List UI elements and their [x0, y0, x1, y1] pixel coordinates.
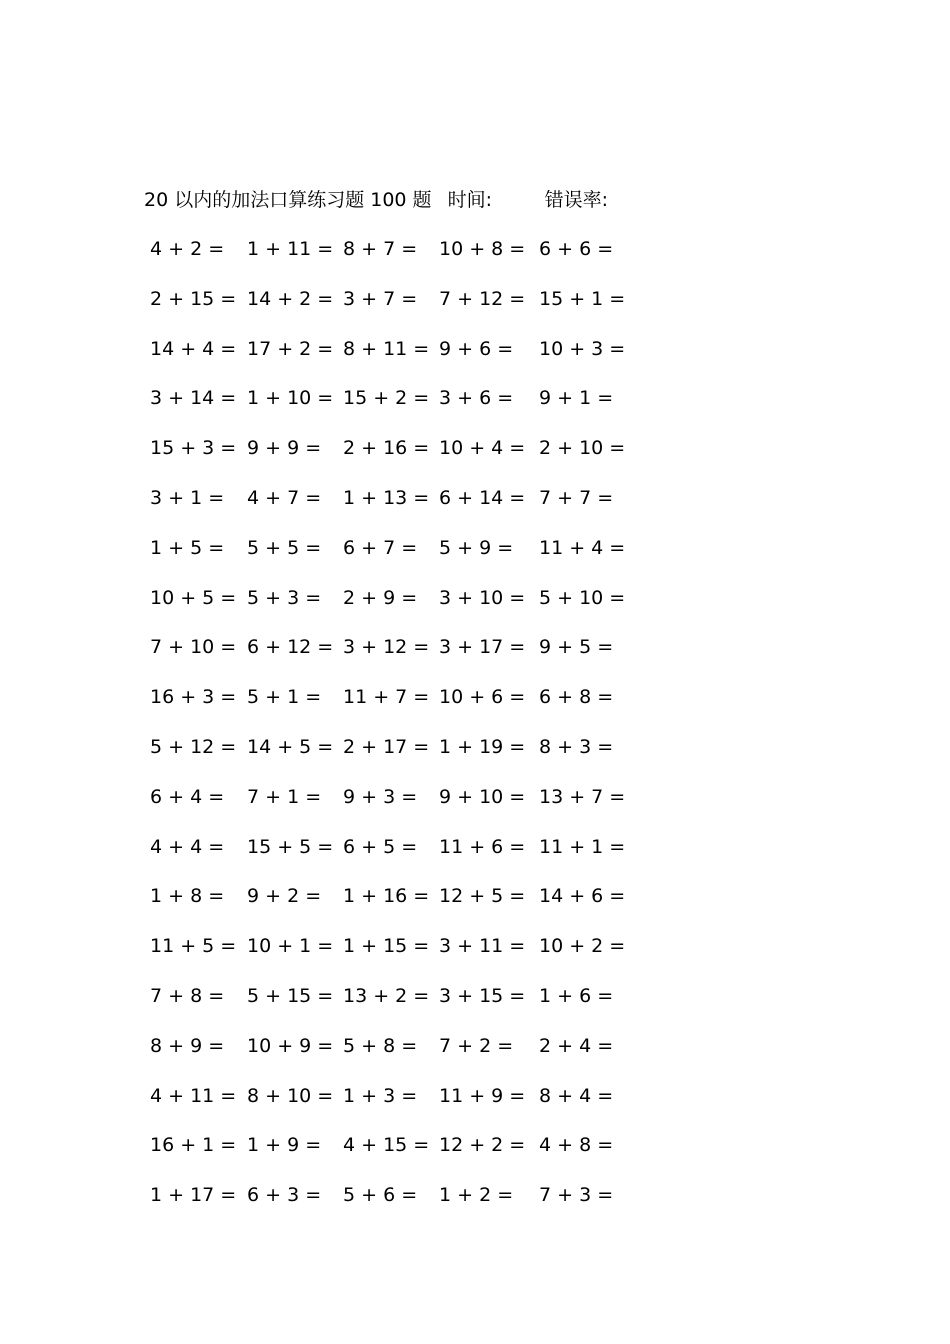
addition-problem: 5 + 10 = [539, 586, 626, 609]
addition-problem: 9 + 6 = [439, 337, 514, 360]
addition-problem: 5 + 15 = [247, 984, 334, 1007]
time-label: 时间: [447, 189, 493, 211]
addition-problem: 7 + 1 = [247, 785, 322, 808]
problem-row [0, 1081, 950, 1131]
addition-problem: 2 + 16 = [343, 437, 430, 460]
problem-row [0, 732, 950, 782]
problem-row [0, 782, 950, 832]
addition-problem: 4 + 15 = [343, 1134, 430, 1157]
addition-problem: 15 + 3 = [150, 437, 237, 460]
problem-row [0, 284, 950, 334]
addition-problem: 5 + 5 = [247, 536, 322, 559]
addition-problem: 1 + 15 = [343, 935, 430, 958]
addition-problem: 16 + 1 = [150, 1134, 237, 1157]
addition-problem: 1 + 5 = [150, 536, 225, 559]
addition-problem: 1 + 3 = [343, 1084, 418, 1107]
addition-problem: 3 + 12 = [343, 636, 430, 659]
addition-problem: 1 + 2 = [439, 1184, 514, 1207]
addition-problem: 5 + 9 = [439, 536, 514, 559]
addition-problem: 6 + 4 = [150, 785, 225, 808]
worksheet-title: 20 以内的加法口算练习题 100 题 [144, 189, 432, 211]
addition-problem: 11 + 9 = [439, 1084, 526, 1107]
addition-problem: 6 + 14 = [439, 486, 526, 509]
addition-problem: 16 + 3 = [150, 686, 237, 709]
addition-problem: 6 + 6 = [539, 238, 614, 260]
addition-problem: 13 + 7 = [539, 785, 626, 808]
addition-problem: 11 + 5 = [150, 935, 237, 958]
addition-problem: 10 + 1 = [247, 935, 334, 958]
problem-row [0, 383, 950, 433]
addition-problem: 6 + 7 = [343, 536, 418, 559]
problem-row [0, 483, 950, 533]
addition-problem: 4 + 8 = [539, 1134, 614, 1157]
addition-problem: 14 + 5 = [247, 735, 334, 758]
addition-problem: 8 + 7 = [343, 238, 418, 260]
addition-problem: 7 + 7 = [539, 486, 614, 509]
addition-problem: 9 + 3 = [343, 785, 418, 808]
problem-row [0, 632, 950, 682]
addition-problem: 11 + 6 = [439, 835, 526, 858]
addition-problem: 5 + 12 = [150, 735, 237, 758]
addition-problem: 10 + 8 = [439, 238, 526, 260]
addition-problem: 5 + 3 = [247, 586, 322, 609]
addition-problem: 5 + 8 = [343, 1034, 418, 1057]
problem-row [0, 1130, 950, 1180]
addition-problem: 13 + 2 = [343, 984, 430, 1007]
addition-problem: 3 + 7 = [343, 287, 418, 310]
problem-row [0, 881, 950, 931]
addition-problem: 8 + 9 = [150, 1034, 225, 1057]
addition-problem: 4 + 2 = [150, 238, 225, 260]
problem-row [0, 832, 950, 882]
addition-problem: 4 + 7 = [247, 486, 322, 509]
problem-row [0, 433, 950, 483]
addition-problem: 6 + 3 = [247, 1184, 322, 1207]
addition-problem: 14 + 2 = [247, 287, 334, 310]
addition-problem: 15 + 2 = [343, 387, 430, 410]
addition-problem: 7 + 12 = [439, 287, 526, 310]
addition-problem: 14 + 4 = [150, 337, 237, 360]
addition-problem: 2 + 9 = [343, 586, 418, 609]
addition-problem: 10 + 5 = [150, 586, 237, 609]
addition-problem: 3 + 14 = [150, 387, 237, 410]
addition-problem: 1 + 10 = [247, 387, 334, 410]
problem-row [0, 1031, 950, 1081]
addition-problem: 10 + 9 = [247, 1034, 334, 1057]
addition-problem: 1 + 17 = [150, 1184, 237, 1207]
addition-problem: 6 + 8 = [539, 686, 614, 709]
problem-grid [0, 234, 950, 1230]
addition-problem: 1 + 16 = [343, 885, 430, 908]
addition-problem: 9 + 5 = [539, 636, 614, 659]
error-rate-label: 错误率: [544, 189, 609, 211]
addition-problem: 7 + 10 = [150, 636, 237, 659]
addition-problem: 15 + 5 = [247, 835, 334, 858]
problem-row [0, 533, 950, 583]
addition-problem: 1 + 6 = [539, 984, 614, 1007]
addition-problem: 1 + 11 = [247, 238, 334, 260]
problem-row [0, 1180, 950, 1230]
addition-problem: 9 + 1 = [539, 387, 614, 410]
problem-row [0, 981, 950, 1031]
addition-problem: 3 + 15 = [439, 984, 526, 1007]
addition-problem: 5 + 6 = [343, 1184, 418, 1207]
addition-problem: 15 + 1 = [539, 287, 626, 310]
addition-problem: 3 + 11 = [439, 935, 526, 958]
addition-problem: 1 + 9 = [247, 1134, 322, 1157]
problem-row [0, 234, 950, 284]
problem-row [0, 583, 950, 633]
addition-problem: 4 + 4 = [150, 835, 225, 858]
addition-problem: 5 + 1 = [247, 686, 322, 709]
addition-problem: 4 + 11 = [150, 1084, 237, 1107]
addition-problem: 8 + 4 = [539, 1084, 614, 1107]
addition-problem: 11 + 1 = [539, 835, 626, 858]
addition-problem: 10 + 4 = [439, 437, 526, 460]
addition-problem: 7 + 8 = [150, 984, 225, 1007]
addition-problem: 8 + 10 = [247, 1084, 334, 1107]
addition-problem: 1 + 19 = [439, 735, 526, 758]
addition-problem: 10 + 2 = [539, 935, 626, 958]
addition-problem: 2 + 4 = [539, 1034, 614, 1057]
addition-problem: 2 + 10 = [539, 437, 626, 460]
addition-problem: 7 + 3 = [539, 1184, 614, 1207]
addition-problem: 8 + 11 = [343, 337, 430, 360]
worksheet-header [144, 186, 608, 214]
addition-problem: 11 + 7 = [343, 686, 430, 709]
addition-problem: 14 + 6 = [539, 885, 626, 908]
addition-problem: 7 + 2 = [439, 1034, 514, 1057]
addition-problem: 12 + 5 = [439, 885, 526, 908]
addition-problem: 17 + 2 = [247, 337, 334, 360]
addition-problem: 12 + 2 = [439, 1134, 526, 1157]
addition-problem: 3 + 1 = [150, 486, 225, 509]
problem-row [0, 334, 950, 384]
addition-problem: 10 + 3 = [539, 337, 626, 360]
addition-problem: 9 + 10 = [439, 785, 526, 808]
addition-problem: 11 + 4 = [539, 536, 626, 559]
addition-problem: 9 + 2 = [247, 885, 322, 908]
addition-problem: 3 + 6 = [439, 387, 514, 410]
addition-problem: 1 + 8 = [150, 885, 225, 908]
addition-problem: 3 + 17 = [439, 636, 526, 659]
addition-problem: 6 + 5 = [343, 835, 418, 858]
addition-problem: 2 + 17 = [343, 735, 430, 758]
addition-problem: 1 + 13 = [343, 486, 430, 509]
addition-problem: 9 + 9 = [247, 437, 322, 460]
addition-problem: 2 + 15 = [150, 287, 237, 310]
addition-problem: 6 + 12 = [247, 636, 334, 659]
problem-row [0, 682, 950, 732]
problem-row [0, 931, 950, 981]
addition-problem: 10 + 6 = [439, 686, 526, 709]
addition-problem: 3 + 10 = [439, 586, 526, 609]
addition-problem: 8 + 3 = [539, 735, 614, 758]
